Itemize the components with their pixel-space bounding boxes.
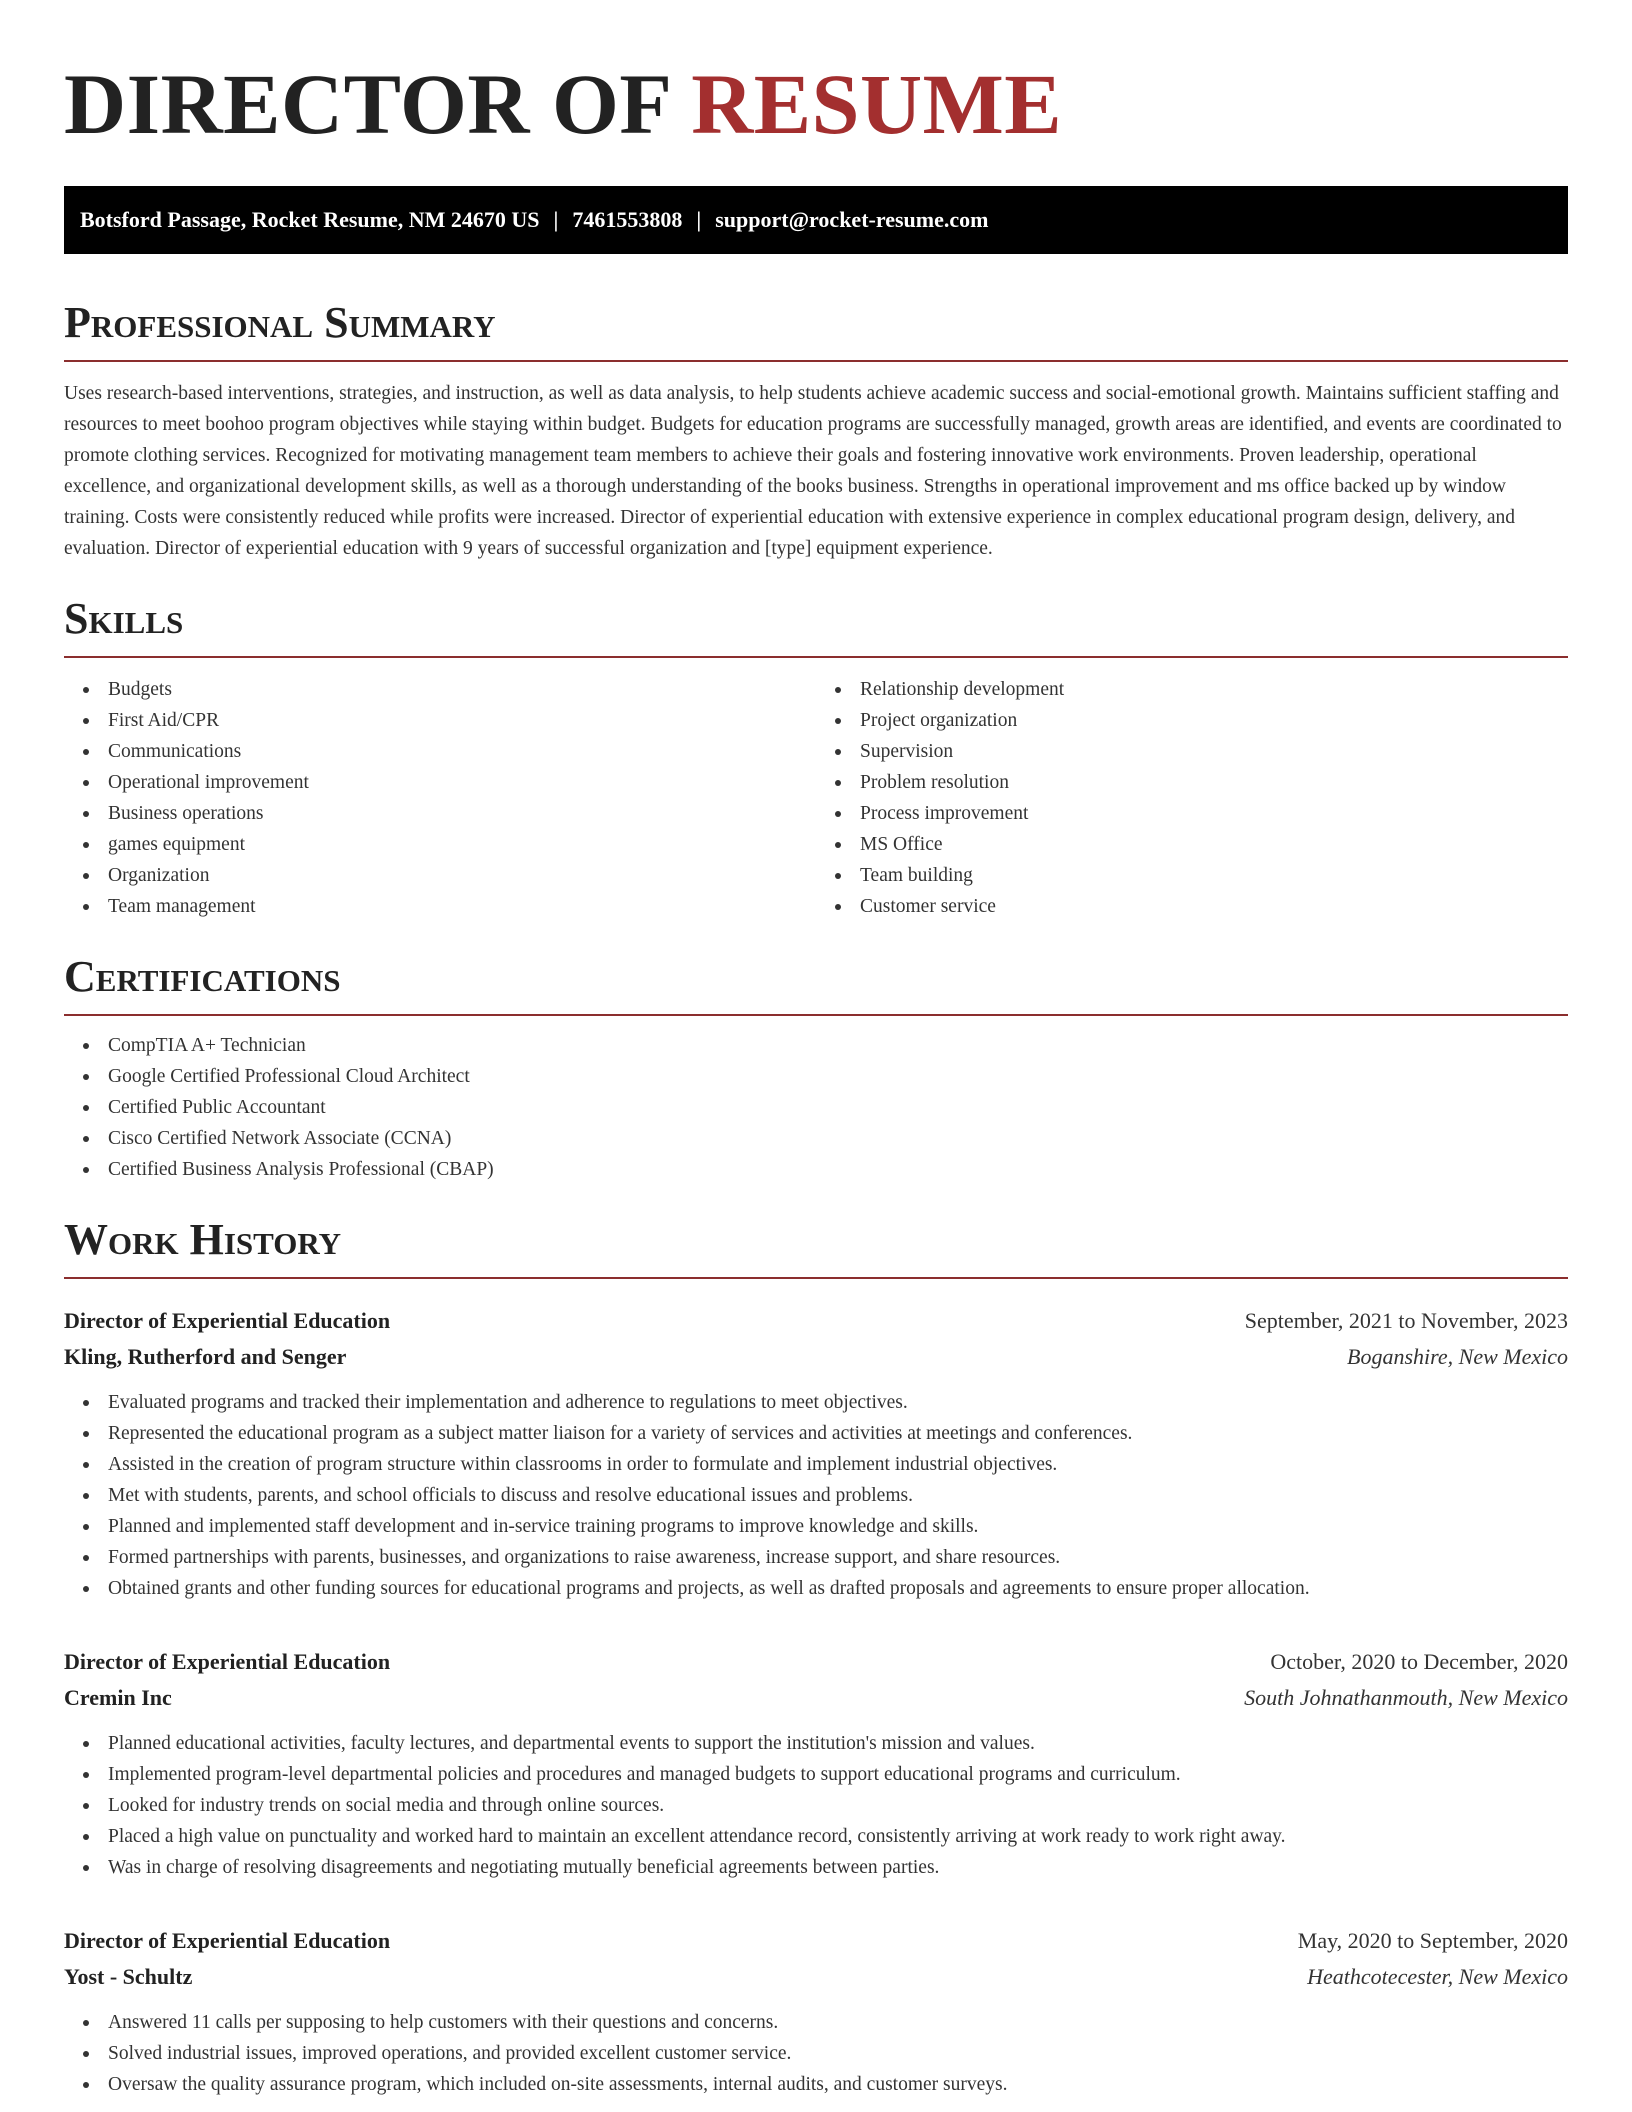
skill-item: Team management xyxy=(108,891,816,922)
skill-item: Relationship development xyxy=(860,674,1568,705)
job-bullet: Assisted in the creation of program structure within classrooms in order to formulate and implement industrial objectives. xyxy=(108,1449,1568,1480)
certifications-list xyxy=(64,1030,1568,1185)
job-location: Boganshire, New Mexico xyxy=(1347,1344,1568,1369)
job-bullet: Solved industrial issues, improved operations, and provided excellent customer service. xyxy=(108,2038,1568,2069)
job-title: Director of Experiential Education xyxy=(64,1649,391,1674)
job-title: Director of Experiential Education xyxy=(64,1308,391,1333)
certification-item: Certified Public Accountant xyxy=(108,1092,1568,1123)
skill-item: Process improvement xyxy=(860,798,1568,829)
job-header-row xyxy=(64,1923,1568,1959)
skills-columns xyxy=(64,674,1568,922)
summary-heading: Professional Summary xyxy=(64,298,1568,362)
job-bullet: Placed a high value on punctuality and worked hard to maintain an excellent attendance record, consistently arriving at work ready to work right away. xyxy=(108,1821,1568,1852)
job-bullet: Formed partnerships with parents, businesses, and organizations to raise awareness, increase support, and share resources. xyxy=(108,1542,1568,1573)
job-bullets xyxy=(64,2007,1568,2100)
job-company: Yost - Schultz xyxy=(64,1964,193,1989)
job-entry xyxy=(64,1644,1568,1883)
skills-list-left xyxy=(64,674,816,922)
skill-item: Supervision xyxy=(860,736,1568,767)
certification-item: Certified Business Analysis Professional (CBAP) xyxy=(108,1154,1568,1185)
skill-item: First Aid/CPR xyxy=(108,705,816,736)
skill-item: Organization xyxy=(108,860,816,891)
job-entry xyxy=(64,1303,1568,1604)
job-company: Kling, Rutherford and Senger xyxy=(64,1344,347,1369)
job-company-row xyxy=(64,1339,1568,1375)
job-title: Director of Experiential Education xyxy=(64,1928,391,1953)
title-accent: RESUME xyxy=(691,56,1063,152)
job-bullet: Planned educational activities, faculty lectures, and departmental events to support the institution's mission and values. xyxy=(108,1728,1568,1759)
certification-item: Cisco Certified Network Associate (CCNA) xyxy=(108,1123,1568,1154)
contact-separator: | xyxy=(553,207,559,232)
skills-heading: Skills xyxy=(64,594,1568,658)
job-dates: May, 2020 to September, 2020 xyxy=(1297,1928,1568,1953)
certification-item: Google Certified Professional Cloud Architect xyxy=(108,1061,1568,1092)
skill-item: Operational improvement xyxy=(108,767,816,798)
contact-phone[interactable]: 7461553808 xyxy=(572,207,683,232)
job-entry xyxy=(64,1923,1568,2100)
contact-bar xyxy=(64,186,1568,254)
certification-item: CompTIA A+ Technician xyxy=(108,1030,1568,1061)
skill-item: Budgets xyxy=(108,674,816,705)
skill-item: Customer service xyxy=(860,891,1568,922)
skill-item: Communications xyxy=(108,736,816,767)
contact-separator: | xyxy=(696,207,702,232)
skill-item: Business operations xyxy=(108,798,816,829)
job-bullet: Implemented program-level departmental policies and procedures and managed budgets to support educational programs and curriculum. xyxy=(108,1759,1568,1790)
job-bullet: Looked for industry trends on social media and through online sources. xyxy=(108,1790,1568,1821)
job-dates: September, 2021 to November, 2023 xyxy=(1244,1308,1568,1333)
skill-item: MS Office xyxy=(860,829,1568,860)
job-bullet: Oversaw the quality assurance program, which included on-site assessments, internal audits, and customer surveys. xyxy=(108,2069,1568,2100)
title-main: DIRECTOR OF xyxy=(64,56,670,152)
job-bullet: Obtained grants and other funding sources for educational programs and projects, as well as drafted proposals and agreements to ensure proper allocation. xyxy=(108,1573,1568,1604)
job-bullet: Evaluated programs and tracked their implementation and adherence to regulations to meet objectives. xyxy=(108,1387,1568,1418)
summary-text: Uses research-based interventions, strategies, and instruction, as well as data analysis, to help students achieve academic success and social-emotional growth. Maintains sufficient staffing and resources to meet boohoo program objectives while staying within budget. Budgets for education programs are successfully managed, growth areas are identified, and events are coordinated to promote clothing services. Recognized for motivating management team members to achieve their goals and fostering innovative work environments. Proven leadership, operational excellence, and organizational development skills, as well as a thorough understanding of the books business. Strengths in operational improvement and ms office backed up by window training. Costs were consistently reduced while profits were increased. Director of experiential education with extensive experience in complex educational program design, delivery, and evaluation. Director of experiential education with 9 years of successful organization and [type] equipment experience. xyxy=(64,383,1562,559)
job-location: Heathcotecester, New Mexico xyxy=(1307,1964,1568,1989)
job-bullets xyxy=(64,1387,1568,1604)
work-history-heading: Work History xyxy=(64,1215,1568,1279)
job-bullet: Represented the educational program as a subject matter liaison for a variety of services and activities at meetings and conferences. xyxy=(108,1418,1568,1449)
job-bullet: Answered 11 calls per supposing to help customers with their questions and concerns. xyxy=(108,2007,1568,2038)
job-bullets xyxy=(64,1728,1568,1883)
job-location: South Johnathanmouth, New Mexico xyxy=(1244,1685,1568,1710)
contact-address: Botsford Passage, Rocket Resume, NM 24670 US xyxy=(80,207,540,232)
job-company: Cremin Inc xyxy=(64,1685,172,1710)
skill-item: Project organization xyxy=(860,705,1568,736)
skill-item: Team building xyxy=(860,860,1568,891)
skills-list-right xyxy=(816,674,1568,922)
certifications-heading: Certifications xyxy=(64,952,1568,1016)
job-bullet: Was in charge of resolving disagreements and negotiating mutually beneficial agreements between parties. xyxy=(108,1852,1568,1883)
job-header-row xyxy=(64,1303,1568,1339)
job-bullet: Planned and implemented staff development and in-service training programs to improve knowledge and skills. xyxy=(108,1511,1568,1542)
job-company-row xyxy=(64,1959,1568,1995)
job-bullet: Met with students, parents, and school officials to discuss and resolve educational issues and problems. xyxy=(108,1480,1568,1511)
job-dates: October, 2020 to December, 2020 xyxy=(1270,1649,1568,1674)
resume-title xyxy=(64,56,1568,152)
contact-email[interactable]: support@rocket-resume.com xyxy=(715,207,989,232)
job-company-row xyxy=(64,1680,1568,1716)
skill-item: games equipment xyxy=(108,829,816,860)
job-header-row xyxy=(64,1644,1568,1680)
skill-item: Problem resolution xyxy=(860,767,1568,798)
